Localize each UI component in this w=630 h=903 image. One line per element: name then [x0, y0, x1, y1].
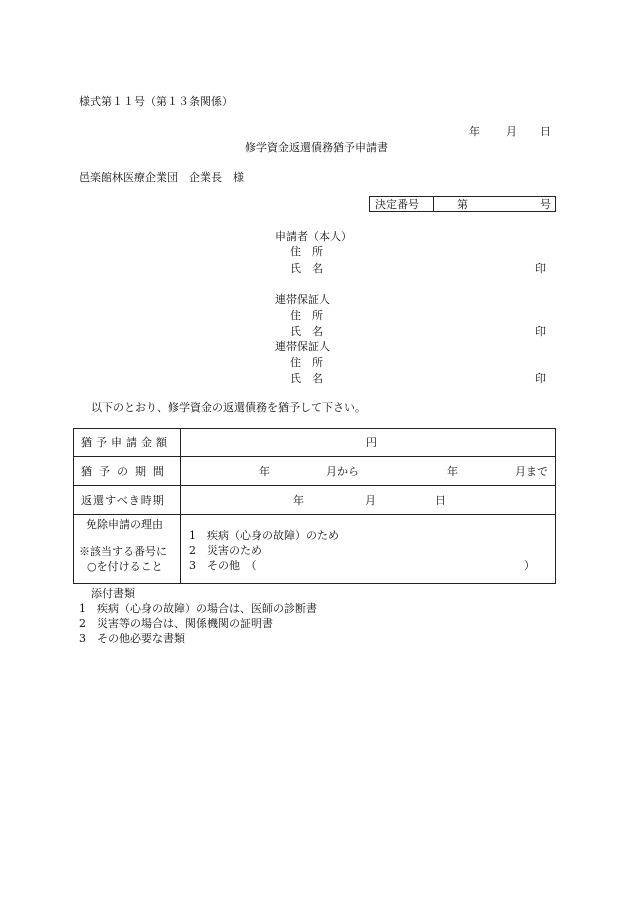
- guarantor-seal: 印: [535, 372, 546, 385]
- exemption-option-disaster: 2 災害のため: [189, 544, 262, 557]
- date-day-label: 日: [540, 125, 551, 138]
- date-month-label: 月: [506, 125, 517, 138]
- exemption-reason-label-cell: [74, 515, 181, 584]
- decision-number-go: 号: [540, 198, 551, 211]
- exemption-option-other: 3 その他 （: [189, 559, 257, 572]
- addressee: 邑楽館林医療企業団 企業長 様: [79, 171, 244, 184]
- deferral-period-label: 猶予の期間: [81, 465, 171, 478]
- applicant-seal: 印: [535, 262, 546, 275]
- applicant-heading: 申請者（本人）: [275, 230, 352, 243]
- attachment-item: 1 疾病（心身の故障）の場合は、医師の診断書: [79, 602, 317, 615]
- guarantor-seal: 印: [535, 325, 546, 338]
- exemption-reason-label: 免除申請の理由: [86, 518, 163, 531]
- deferral-period-label-cell: [74, 457, 181, 486]
- applicant-name-label: 氏 名: [290, 262, 323, 275]
- deferral-amount-label: 猶予申請金額: [81, 436, 171, 449]
- exemption-reason-options-cell: [181, 515, 556, 584]
- deferral-amount-value-cell: [181, 429, 556, 457]
- guarantor-address-label: 住 所: [290, 356, 323, 369]
- repayment-time-label-cell: [74, 486, 181, 515]
- attachment-item: 3 その他必要な書類: [79, 632, 185, 645]
- date-year-label: 年: [469, 125, 480, 138]
- table-row: [74, 486, 556, 515]
- decision-number-box: [369, 196, 556, 212]
- applicant-address-label: 住 所: [290, 245, 323, 258]
- guarantor-name-label: 氏 名: [290, 372, 323, 385]
- request-text: 以下のとおり、修学資金の返還債務を猶予して下さい。: [91, 401, 366, 414]
- period-start-month-label: 月から: [326, 465, 359, 478]
- period-start-year-label: 年: [259, 465, 270, 478]
- document-title: 修学資金返還債務猶予申請書: [245, 141, 388, 154]
- period-end-month-label: 月まで: [515, 465, 548, 478]
- guarantor-name-label: 氏 名: [290, 325, 323, 338]
- decision-number-label: 決定番号: [375, 198, 419, 211]
- repayment-time-label: 返還すべき時期: [81, 494, 165, 507]
- decision-number-dai: 第: [457, 198, 468, 211]
- exemption-option-other-close-paren: ）: [524, 559, 535, 572]
- guarantor-heading: 連帯保証人: [275, 340, 330, 353]
- period-end-year-label: 年: [447, 465, 458, 478]
- guarantor-address-label: 住 所: [290, 309, 323, 322]
- exemption-reason-note-1: ※該当する番号に: [79, 545, 167, 558]
- deferral-period-value-cell: [181, 457, 556, 486]
- attachment-item: 2 災害等の場合は、関係機関の証明書: [79, 617, 273, 630]
- exemption-reason-note-2: ○を付けること: [87, 560, 163, 573]
- guarantor-heading: 連帯保証人: [275, 293, 330, 306]
- form-number: 様式第１１号（第１３条関係）: [79, 95, 233, 108]
- repayment-year-label: 年: [293, 494, 304, 507]
- table-row: [74, 429, 556, 457]
- decision-box-divider: [433, 197, 434, 211]
- application-table: [73, 428, 556, 584]
- attachments-heading: 添付書類: [91, 587, 135, 600]
- table-row: [74, 457, 556, 486]
- deferral-amount-label-cell: [74, 429, 181, 457]
- repayment-day-label: 日: [435, 494, 446, 507]
- deferral-amount-unit: 円: [366, 436, 377, 449]
- table-row: [74, 515, 556, 584]
- exemption-option-illness: 1 疾病（心身の故障）のため: [189, 529, 339, 542]
- repayment-time-value-cell: [181, 486, 556, 515]
- repayment-month-label: 月: [365, 494, 376, 507]
